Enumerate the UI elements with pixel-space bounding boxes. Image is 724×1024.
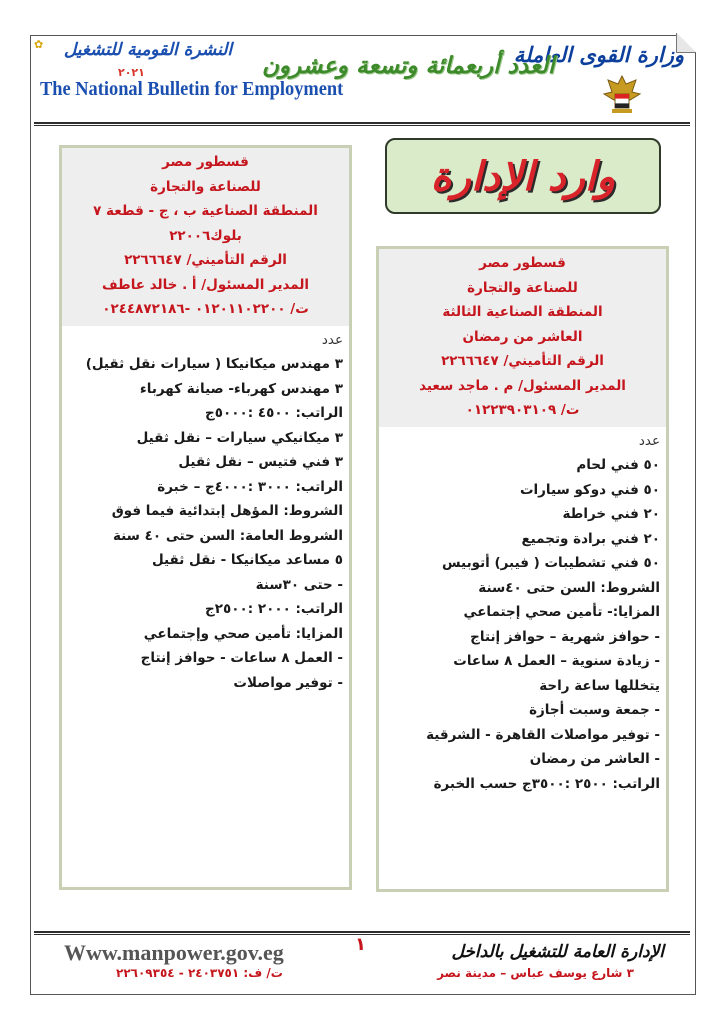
benefits-line: - توفير مواصلات القاهرة - الشرقية [426, 726, 660, 743]
company-phone: ت/ ٠١٢٢٣٩٠٣١٠٩ [465, 402, 580, 418]
header-rule-thin [34, 125, 690, 126]
job-line: ٥ مساعد ميكانيكا - نقل ثقيل [151, 552, 343, 568]
company-phone: ت/ ٠١٢٠١١٠٢٢٠٠ -٠٢٤٤٨٧٢١٨٦ [102, 301, 309, 317]
manager-name: المدير المسئول/ أ . خالد عاطف [101, 276, 310, 293]
conditions-line: الشروط العامة: السن حتى ٤٠ سنة [112, 527, 343, 544]
company-name: قسطور مصر [162, 154, 249, 170]
bee-icon: ✿ [34, 38, 44, 51]
job-line: ٣ ميكانيكي سيارات – نقل ثقيل [136, 429, 343, 446]
company-block: بلوك٢٢٠٠٦ [169, 227, 242, 244]
company-info-left [62, 148, 349, 326]
bulletin-title-english: The National Bulletin for Employment [40, 78, 344, 100]
bulletin-year: ٢٠٢١ [118, 66, 145, 79]
conditions-line: الشروط: السن حتى ٤٠سنة [478, 579, 660, 596]
benefits-line: المزايا:- تأمين صحي إجتماعي [463, 604, 660, 620]
bulletin-title-arabic: النشرة القومية للتشغيل [63, 40, 233, 60]
department-address: ٣ شارع يوسف عباس – مدينة نصر [437, 966, 634, 980]
benefits-line: - العاشر من رمضان [529, 751, 660, 767]
salary-line: الراتب: ٢٠٠٠ :٢٥٠٠ج [205, 601, 343, 617]
job-line: ٣ فني فتيس – نقل ثقيل [178, 454, 343, 470]
salary-line: الراتب: ٤٥٠٠ :٥٠٠٠ج [205, 405, 343, 421]
page-number: ١ [355, 934, 366, 955]
department-name: الإدارة العامة للتشغيل بالداخل [451, 942, 664, 962]
eagle-emblem-icon [602, 72, 642, 116]
salary-line: الراتب: ٣٠٠٠ :٤٠٠٠ج – خبرة [157, 478, 343, 495]
job-line: ٥٠ فني لحام [576, 457, 660, 473]
job-details-left [62, 326, 349, 696]
job-listing-left [59, 145, 352, 890]
manager-name: المدير المسئول/ م . ماجد سعيد [419, 377, 626, 394]
job-line: ٢٠ فني خراطة [562, 506, 660, 522]
benefits-line: - توفير مواصلات [233, 674, 343, 691]
company-city: العاشر من رمضان [462, 328, 583, 345]
benefits-line: يتخللها ساعة راحة [539, 677, 660, 694]
job-line: ٥٠ فني دوكو سيارات [519, 481, 660, 498]
job-line: ٣ مهندس ميكانيكا ( سيارات نقل ثقيل) [85, 356, 343, 372]
job-line: ٢٠ فني برادة وتجميع [521, 530, 660, 547]
conditions-line: الشروط: المؤهل إبتدائية فيما فوق [111, 503, 343, 519]
ministry-name: وزارة القوى العاملة [513, 42, 684, 67]
insurance-number: الرقم التأميني/ ٢٢٦٦٦٤٧ [441, 353, 604, 369]
company-sector: للصناعة والتجارة [150, 178, 261, 195]
company-name: قسطور مصر [479, 255, 566, 271]
benefits-line: - حوافز شهرية – حوافز إنتاج [470, 628, 660, 645]
footer-rule [34, 931, 690, 933]
company-info-right [379, 249, 666, 427]
benefits-line: - جمعة وسبت أجازة [529, 702, 660, 718]
section-title-box [385, 138, 661, 214]
job-line: - حتى ٣٠سنة [255, 576, 343, 593]
salary-line: الراتب: ٢٥٠٠ :٣٥٠٠ج حسب الخبرة [433, 775, 660, 792]
job-listing-right [376, 246, 669, 892]
header-rule [34, 122, 690, 124]
company-address: المنطقة الصناعية ب ، ج - قطعة ٧ [93, 203, 318, 219]
company-sector: للصناعة والتجارة [467, 279, 578, 296]
issue-title: العدد أربعمائة وتسعة وعشرون [262, 52, 555, 79]
count-header: عدد [638, 432, 660, 449]
insurance-number: الرقم التأميني/ ٢٢٦٦٦٤٧ [124, 252, 287, 268]
benefits-line: - زيادة سنوية – العمل ٨ ساعات [453, 653, 660, 669]
benefits-line: المزايا: تأمين صحي وإجتماعي [143, 625, 343, 642]
count-header: عدد [321, 331, 343, 348]
company-address: المنطقة الصناعية الثالثة [442, 304, 603, 320]
phone-fax: ت/ ف: ٢٤٠٣٧٥١ - ٢٢٦٠٩٣٥٤ [116, 966, 283, 980]
section-title: وارد الإدارة [430, 152, 616, 200]
benefits-line: - العمل ٨ ساعات - حوافز إنتاج [140, 650, 343, 666]
job-details-right [379, 427, 666, 797]
website-link[interactable]: Www.manpower.gov.eg [64, 940, 284, 965]
job-line: ٥٠ فني تشطيبات ( فيبر) أتوبيس [441, 555, 660, 571]
job-line: ٣ مهندس كهرباء- صيانة كهرباء [139, 380, 343, 397]
